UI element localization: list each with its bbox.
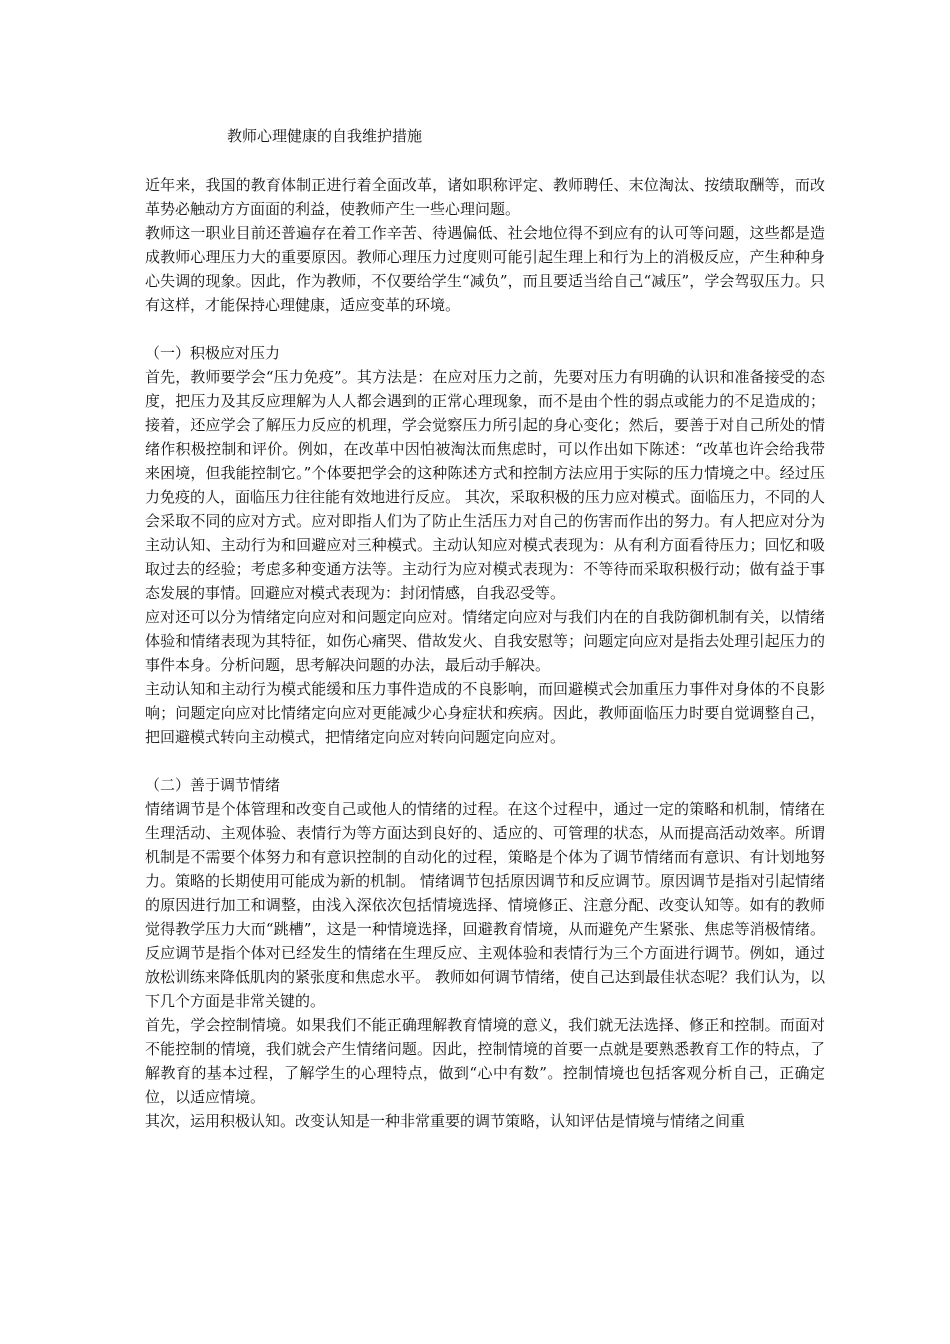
section-1-paragraph-2: 应对还可以分为情绪定向应对和问题定向应对。情绪定向应对与我们内在的自我防御机制有关，以情绪体验和情绪表现为其特征，如伤心痛哭、借故发火、自我安慰等；问题定向应对是指去处理引起压力的事件本身。分析问题，思考解决问题的办法，最后动手解决。 bbox=[145, 608, 825, 674]
section-heading-1: （一）积极应对压力 bbox=[145, 344, 281, 362]
intro-paragraph-2: 教师这一职业目前还普遍存在着工作辛苦、待遇偏低、社会地位得不到应有的认可等问题，这些都是造成教师心理压力大的重要原因。教师心理压力过度则可能引起生理上和行为上的消极反应，产生种种身心失调的现象。因此，作为教师，不仅要给学生“减负”，而且要适当给自己“减压”，学会驾驭压力。只有这样，才能保持心理健康，适应变革的环境。 bbox=[145, 224, 825, 314]
document-page bbox=[145, 124, 825, 1133]
section-2-paragraph-3: 其次，运用积极认知。改变认知是一种非常重要的调节策略，认知评估是情境与情绪之间重 bbox=[145, 1112, 746, 1130]
section-heading-2: （二）善于调节情绪 bbox=[145, 776, 281, 794]
document-title: 教师心理健康的自我维护措施 bbox=[227, 127, 423, 145]
spacer bbox=[145, 317, 825, 341]
intro-paragraph-1: 近年来，我国的教育体制正进行着全面改革，诸如职称评定、教师聘任、末位淘汰、按绩取酬等，而改革势必触动方方面面的利益，使教师产生一些心理问题。 bbox=[145, 176, 825, 218]
section-2-paragraph-2: 首先，学会控制情境。如果我们不能正确理解教育情境的意义，我们就无法选择、修正和控制。而面对不能控制的情境，我们就会产生情绪问题。因此，控制情境的首要一点就是要熟悉教育工作的特点，了解教育的基本过程，了解学生的心理特点，做到“心中有数”。控制情境也包括客观分析自己，正确定位，以适应情境。 bbox=[145, 1016, 825, 1106]
section-2-paragraph-1: 情绪调节是个体管理和改变自己或他人的情绪的过程。在这个过程中，通过一定的策略和机制，情绪在生理活动、主观体验、表情行为等方面达到良好的、适应的、可管理的状态，从而提高活动效率。所谓机制是不需要个体努力和有意识控制的自动化的过程，策略是个体为了调节情绪而有意识、有计划地努力。策略的长期使用可能成为新的机制。 情绪调节包括原因调节和反应调节。原因调节是指对引起情绪的原因进行加工和调整，由浅入深依次包括情境选择、情境修正、注意分配、改变认知等。如有的教师觉得教学压力大而“跳槽”，这是一种情境选择，回避教育情境，从而避免产生紧张、焦虑等消极情绪。反应调节是指个体对已经发生的情绪在生理反应、主观体验和表情行为三个方面进行调节。例如，通过放松训练来降低肌肉的紧张度和焦虑水平。 教师如何调节情绪，使自己达到最佳状态呢？我们认为，以下几个方面是非常关键的。 bbox=[145, 800, 825, 1010]
spacer bbox=[145, 749, 825, 773]
spacer bbox=[145, 148, 825, 173]
section-1-paragraph-1: 首先，教师要学会“压力免疫”。其方法是：在应对压力之前，先要对压力有明确的认识和准备接受的态度，把压力及其反应理解为人人都会遇到的正常心理现象，而不是由个性的弱点或能力的不足造成的；接着，还应学会了解压力反应的机理，学会觉察压力所引起的身心变化；然后，要善于对自己所处的情绪作积极控制和评价。例如，在改革中因怕被淘汰而焦虑时，可以作出如下陈述：“改革也许会给我带来困境，但我能控制它。”个体要把学会的这种陈述方式和控制方法应用于实际的压力情境之中。经过压力免疫的人，面临压力往往能有效地进行反应。 其次，采取积极的压力应对模式。面临压力，不同的人会采取不同的应对方式。应对即指人们为了防止生活压力对自己的伤害而作出的努力。有人把应对分为主动认知、主动行为和回避应对三种模式。主动认知应对模式表现为：从有利方面看待压力；回忆和吸取过去的经验；考虑多种变通方法等。主动行为应对模式表现为：不等待而采取积极行动；做有益于事态发展的事情。回避应对模式表现为：封闭情感，自我忍受等。 bbox=[145, 368, 825, 602]
section-1-paragraph-3: 主动认知和主动行为模式能缓和压力事件造成的不良影响，而回避模式会加重压力事件对身体的不良影响；问题定向应对比情绪定向应对更能减少心身症状和疾病。因此，教师面临压力时要自觉调整自己，把回避模式转向主动模式，把情绪定向应对转向问题定向应对。 bbox=[145, 680, 825, 746]
